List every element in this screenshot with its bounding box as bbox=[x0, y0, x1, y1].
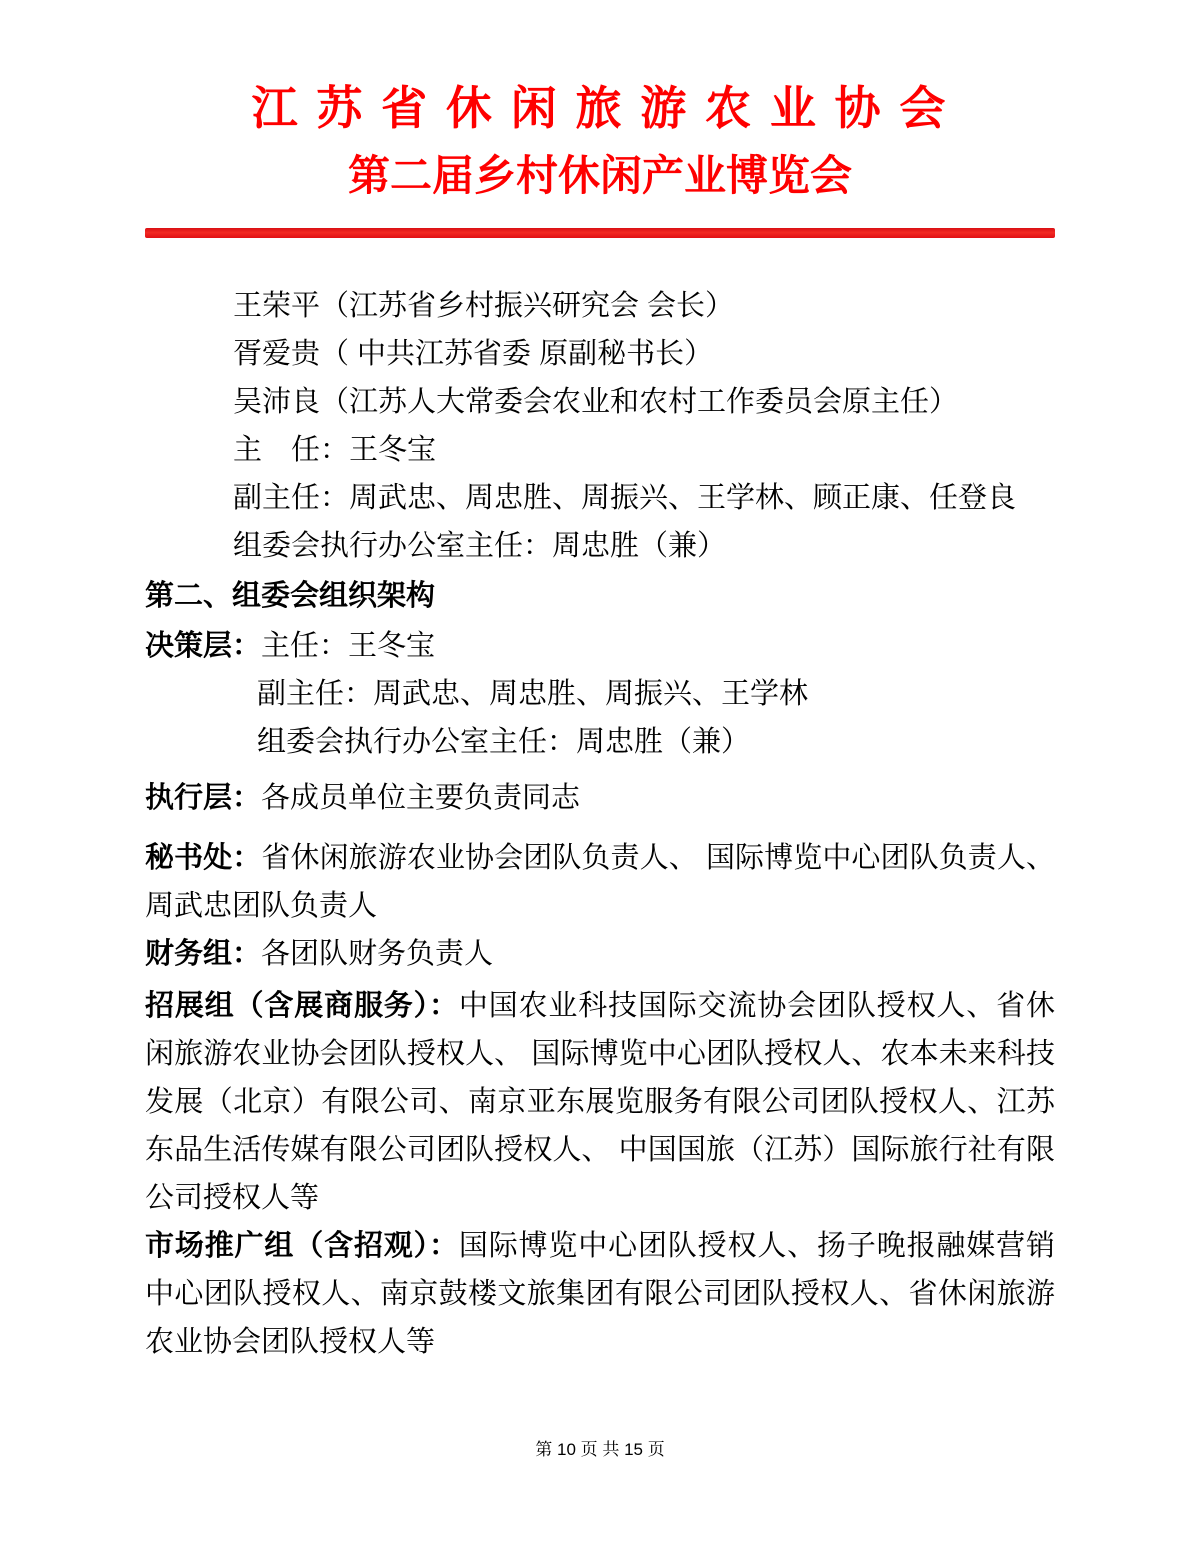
doc-title-line2: 第二届乡村休闲产业博览会 bbox=[347, 152, 852, 199]
page-footer bbox=[0, 1439, 1200, 1461]
decision-layer-label: 决策层： bbox=[145, 630, 262, 662]
page-number-text: 第 10 页 共 15 页 bbox=[535, 1440, 665, 1459]
decision-layer-text: 主任：王冬宝 bbox=[261, 630, 436, 662]
marketing-group-text: 国际博览中心团队授权人、扬子晚报融媒营销中心团队授权人、南京鼓楼文旅集团有限公司团队授权人、省休闲旅游农业协会团队授权人等 bbox=[145, 1230, 1055, 1358]
execution-layer-line bbox=[145, 774, 1055, 822]
decision-layer-line bbox=[145, 622, 1055, 670]
section-heading: 第二、组委会组织架构 bbox=[145, 580, 436, 612]
decision-layer-subline: 组委会执行办公室主任：周忠胜（兼） bbox=[257, 726, 751, 758]
finance-group-text: 各团队财务负责人 bbox=[261, 938, 494, 970]
execution-layer-text: 各成员单位主要负责同志 bbox=[261, 782, 581, 814]
document-body bbox=[145, 282, 1055, 1366]
marketing-group-paragraph bbox=[145, 1222, 1055, 1366]
exhibition-group-text: 中国农业科技国际交流协会团队授权人、省休闲旅游农业协会团队授权人、 国际博览中心团队授权人、农本未来科技发展（北京）有限公司、南京亚东展览服务有限公司团队授权人、江苏东品生活传媒有限公司团队授权人、 中国国旅（江苏）国际旅行社有限公司授权人等 bbox=[145, 990, 1055, 1214]
marketing-group-label: 市场推广组（含招观）： bbox=[145, 1230, 459, 1262]
exhibition-group-label: 招展组（含展商服务）： bbox=[145, 990, 459, 1022]
advisor-line: 胥爱贵（ 中共江苏省委 原副秘书长） bbox=[233, 338, 714, 370]
exhibition-group-paragraph bbox=[145, 982, 1055, 1222]
document-header bbox=[145, 82, 1055, 238]
committee-leaders-list bbox=[145, 282, 1055, 570]
doc-title-line1: 江 苏 省 休 闲 旅 游 农 业 协 会 bbox=[251, 82, 949, 134]
execution-layer-label: 执行层： bbox=[145, 782, 262, 814]
decision-layer-subline: 副主任：周武忠、周忠胜、周振兴、王学林 bbox=[257, 678, 809, 710]
red-divider-rule bbox=[145, 228, 1055, 238]
advisor-line: 吴沛良（江苏人大常委会农业和农村工作委员会原主任） bbox=[233, 386, 959, 418]
secretariat-paragraph bbox=[145, 834, 1055, 930]
finance-group-label: 财务组： bbox=[145, 938, 262, 970]
executive-office-director-line: 组委会执行办公室主任：周忠胜（兼） bbox=[233, 530, 727, 562]
director-line: 主 任：王冬宝 bbox=[233, 434, 437, 466]
secretariat-label: 秘书处： bbox=[145, 842, 262, 874]
advisor-line: 王荣平（江苏省乡村振兴研究会 会长） bbox=[233, 290, 735, 322]
deputy-directors-line: 副主任：周武忠、周忠胜、周振兴、王学林、顾正康、任登良 bbox=[233, 482, 1017, 514]
finance-group-line bbox=[145, 930, 1055, 978]
secretariat-text: 省休闲旅游农业协会团队负责人、 国际博览中心团队负责人、周武忠团队负责人 bbox=[145, 842, 1055, 922]
